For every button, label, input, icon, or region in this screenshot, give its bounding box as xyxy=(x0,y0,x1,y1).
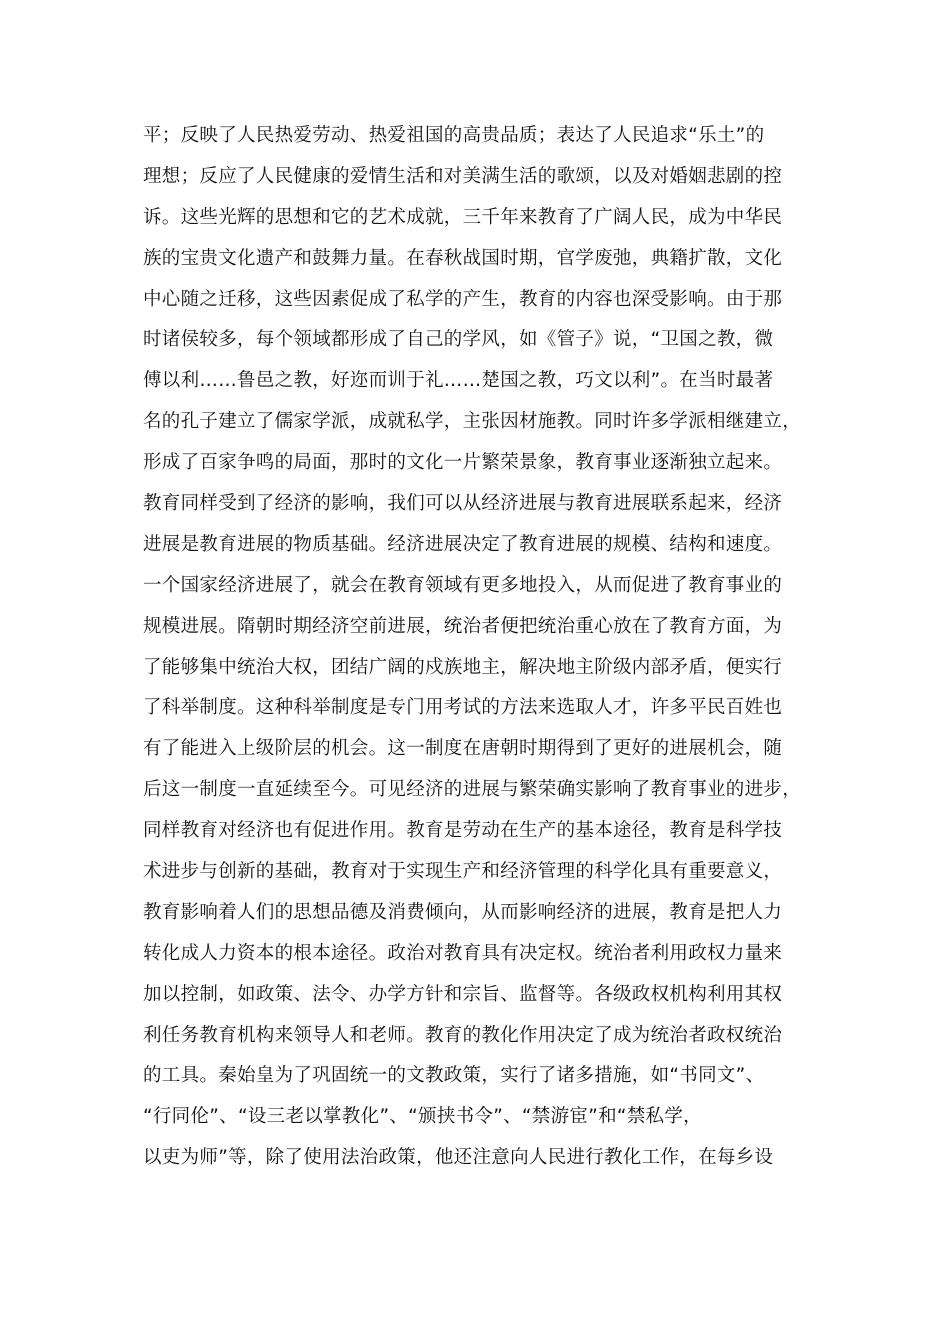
text-line: 后这一制度一直延续至今。可见经济的进展与繁荣确实影响了教育事业的进步， xyxy=(143,779,802,801)
text-line: 教育同样受到了经济的影响，我们可以从经济进展与教育进展联系起来，经济 xyxy=(143,493,783,515)
text-line: 平；反映了人民热爱劳动、热爱祖国的高贵品质；表达了人民追求“乐土”的 xyxy=(143,125,765,146)
text-line: 进展是教育进展的物质基础。经济进展决定了教育进展的规模、结构和速度。 xyxy=(143,533,783,555)
text-line: 以吏为师”等，除了使用法治政策，他还注意向人民进行教化工作，在每乡设 xyxy=(143,1147,774,1169)
text-line: 时诸侯较多，每个领域都形成了自己的学风，如《管子》说，“卫国之教，微 xyxy=(143,329,774,351)
text-line: 术进步与创新的基础，教育对于实现生产和经济管理的科学化具有重要意义， xyxy=(143,861,783,883)
text-line: 教育影响着人们的思想品德及消费倾向，从而影响经济的进展，教育是把人力 xyxy=(143,901,783,923)
text-line: 形成了百家争鸣的局面，那时的文化一片繁荣景象，教育事业逐渐独立起来。 xyxy=(143,452,783,474)
text-line: 一个国家经济进展了，就会在教育领域有更多地投入，从而促进了教育事业的 xyxy=(143,574,783,596)
text-line: 转化成人力资本的根本途径。政治对教育具有决定权。统治者利用政权力量来 xyxy=(143,942,783,964)
text-line: 名的孔子建立了儒家学派，成就私学，主张因材施教。同时许多学派相继建立， xyxy=(143,411,802,433)
text-line: 加以控制，如政策、法令、办学方针和宗旨、监督等。各级政权机构利用其权 xyxy=(143,983,783,1005)
text-line: 了能够集中统治大权，团结广阔的戍族地主，解决地主阶级内部矛盾，便实行 xyxy=(143,656,783,678)
text-line: 中心随之迁移，这些因素促成了私学的产生，教育的内容也深受影响。由于那 xyxy=(143,288,783,310)
text-line: “行同伦”、“设三老以掌教化”、“颁挟书令”、“禁游宦”和“禁私学， xyxy=(143,1106,702,1128)
text-line: 了科举制度。这种科举制度是专门用考试的方法来选取人才，许多平民百姓也 xyxy=(143,697,783,719)
text-line: 利任务教育机构来领导人和老师。教育的教化作用决定了成为统治者政权统治 xyxy=(143,1024,783,1046)
text-line: 傅以利……鲁邑之教，好迩而训于礼……楚国之教，巧文以利”。在当时最著 xyxy=(143,370,774,392)
body-text xyxy=(143,116,823,1179)
text-line: 同样教育对经济也有促进作用。教育是劳动在生产的基本途径，教育是科学技 xyxy=(143,820,783,842)
text-line: 规模进展。隋朝时期经济空前进展，统治者便把统治重心放在了教育方面，为 xyxy=(143,615,783,637)
text-line: 的工具。秦始皇为了巩固统一的文教政策，实行了诸多措施，如“书同文”、 xyxy=(143,1065,765,1087)
text-line: 诉。这些光辉的思想和它的艺术成就，三千年来教育了广阔人民，成为中华民 xyxy=(143,206,783,228)
text-line: 族的宝贵文化遗产和鼓舞力量。在春秋战国时期，官学废弛，典籍扩散，文化 xyxy=(143,247,783,269)
text-line: 理想；反应了人民健康的爱情生活和对美满生活的歌颂，以及对婚姻悲剧的控 xyxy=(143,165,783,187)
text-line: 有了能进入上级阶层的机会。这一制度在唐朝时期得到了更好的进展机会，随 xyxy=(143,738,783,760)
